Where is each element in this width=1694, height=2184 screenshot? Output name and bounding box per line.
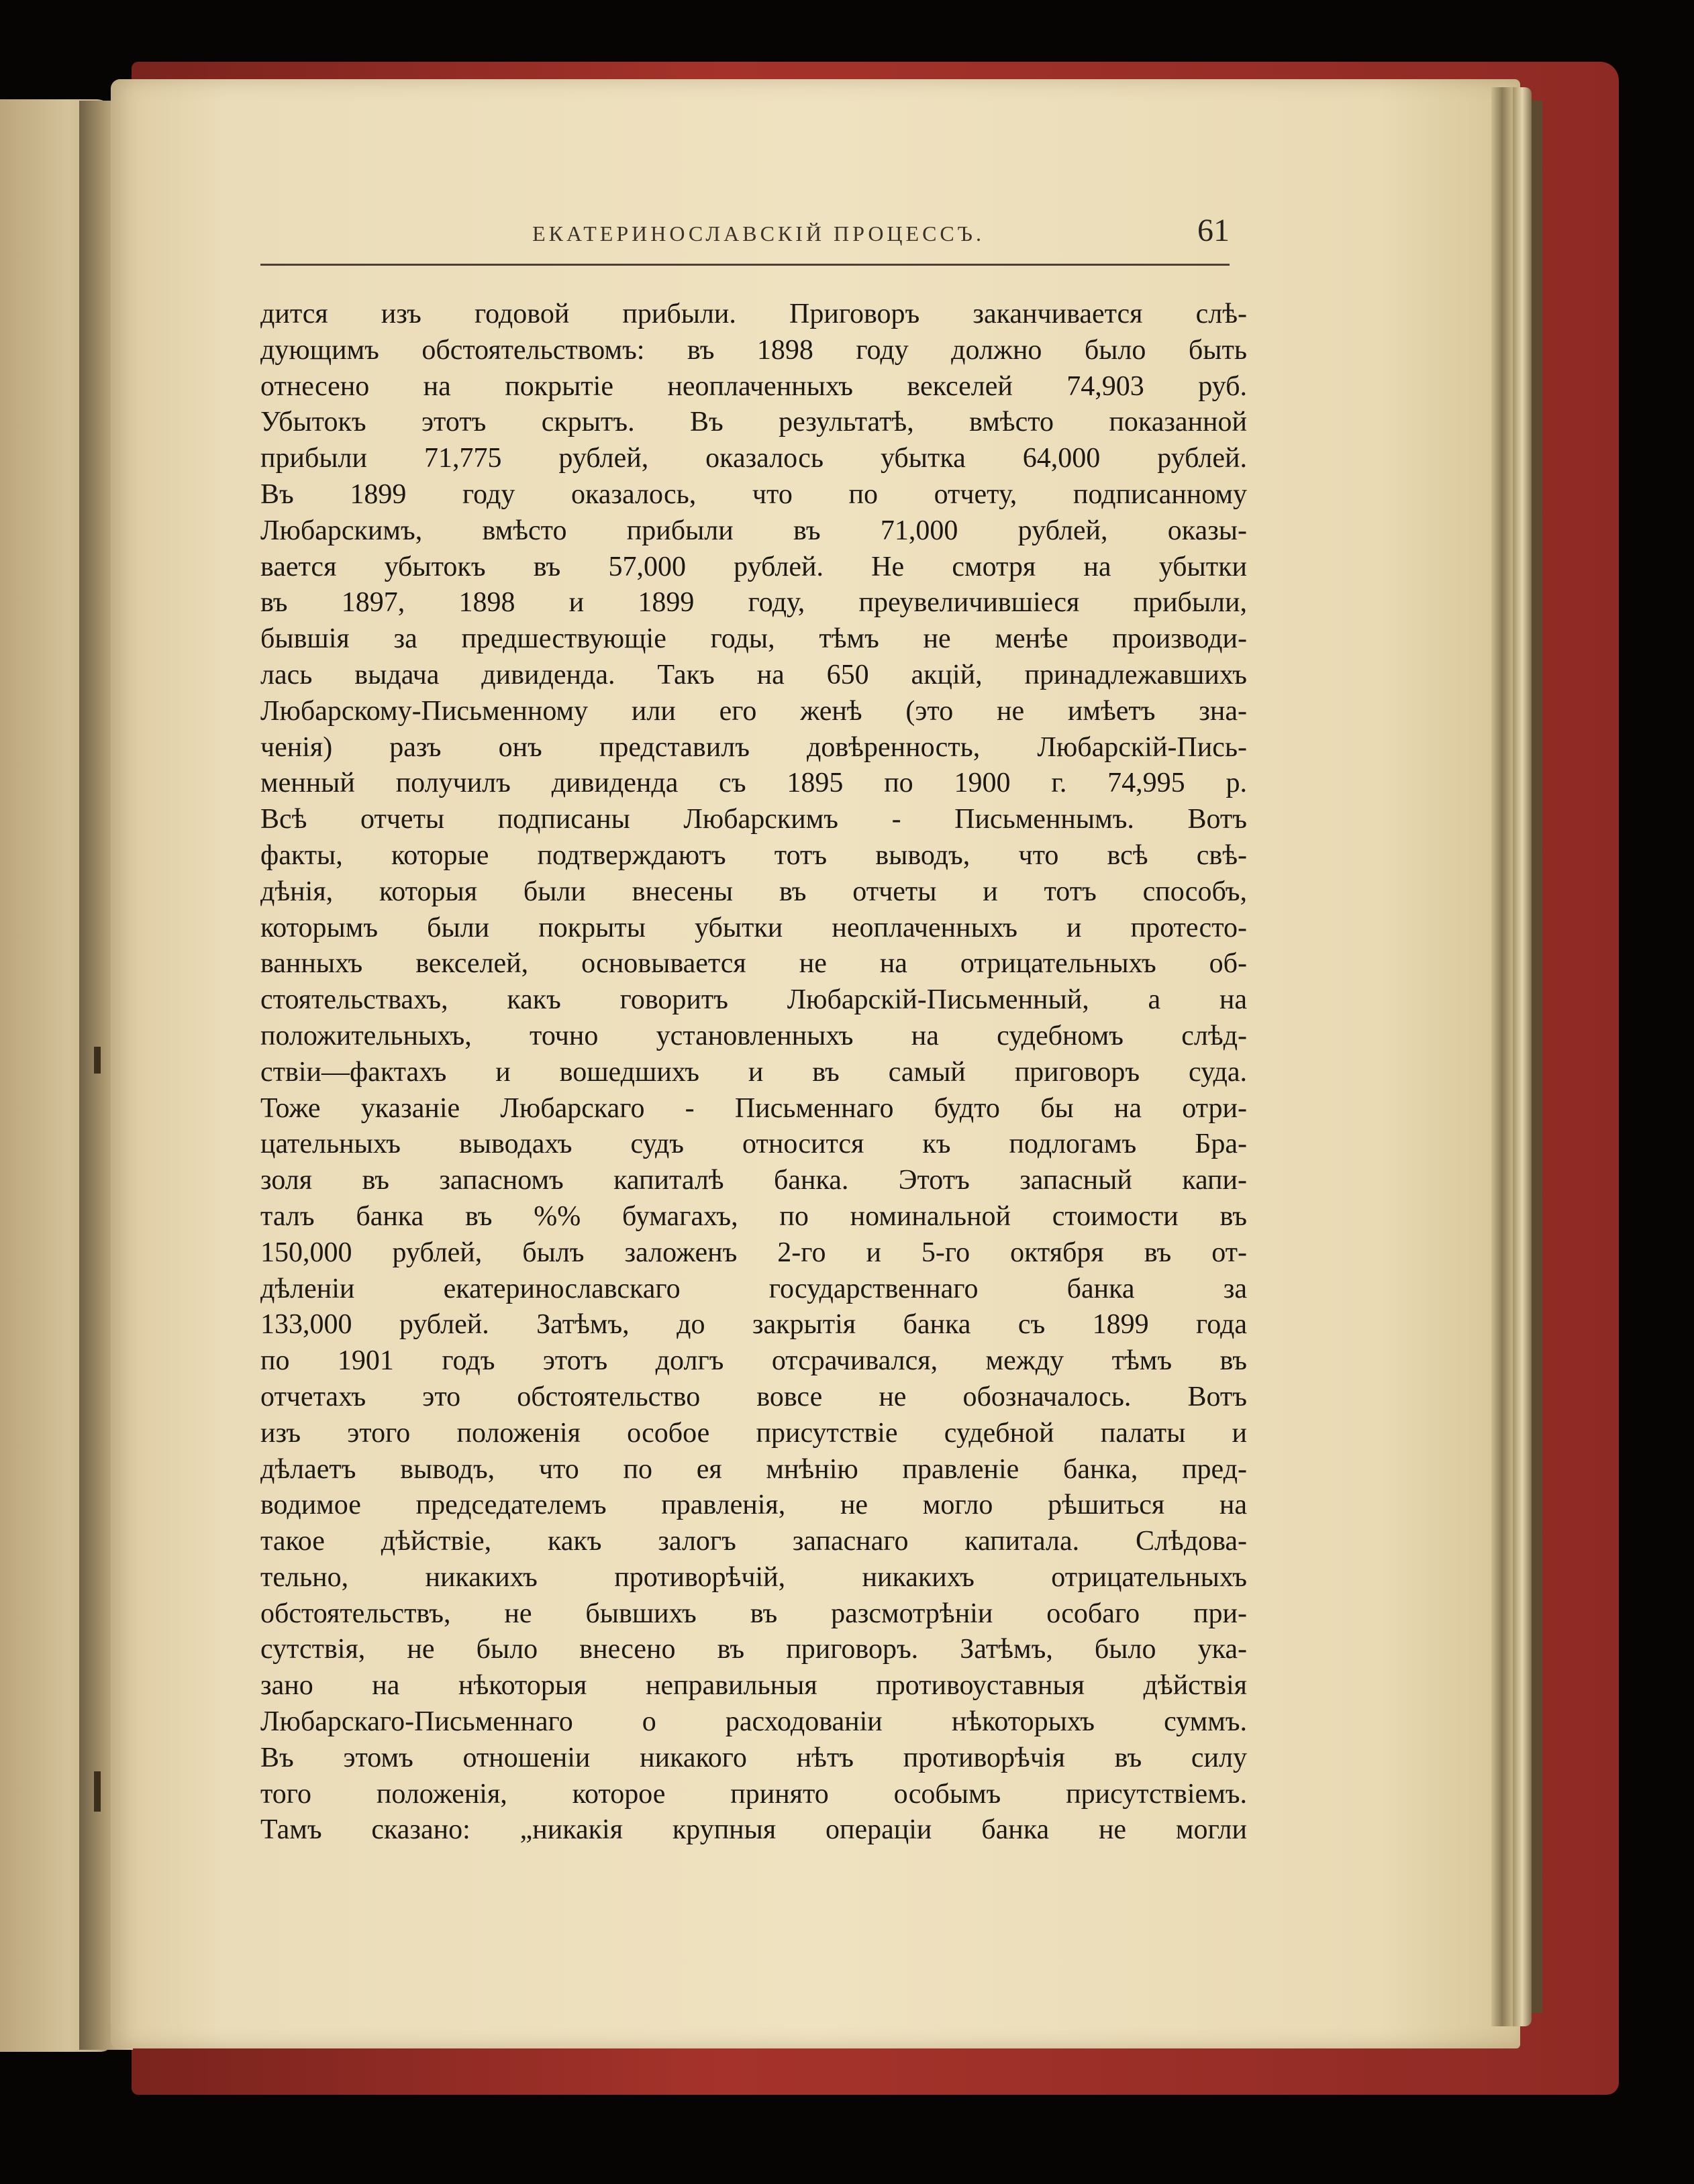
body-text [260, 297, 1247, 1849]
text-line: сутствія, не было внесено въ приговоръ. Затѣмъ, было ука- [260, 1634, 1247, 1665]
text-line: Тамъ сказано: „никакія крупныя операціи банка не могли [260, 1814, 1247, 1846]
text-line: зано на нѣкоторыя неправильныя противоуставныя дѣйствія [260, 1670, 1247, 1702]
text-line: тельно, никакихъ противорѣчій, никакихъ отрицательныхъ [260, 1561, 1247, 1593]
text-line: Тоже указаніе Любарскаго - Письменнаго будто бы на отри- [260, 1092, 1247, 1124]
text-line: цательныхъ выводахъ судъ относится къ подлогамъ Бра- [260, 1129, 1247, 1160]
binding-thread-mark [94, 1047, 101, 1074]
text-line: отчетахъ это обстоятельство вовсе не обозначалось. Вотъ [260, 1381, 1247, 1412]
text-line: вается убытокъ въ 57,000 рублей. Не смотря на убытки [260, 551, 1247, 582]
running-header [255, 213, 1230, 256]
text-line: дѣлаетъ выводъ, что по ея мнѣнію правленіе банка, пред- [260, 1453, 1247, 1485]
text-line: ванныхъ векселей, основывается не на отрицательныхъ об- [260, 948, 1247, 980]
binding-thread-mark [94, 1771, 101, 1812]
text-line: бывшія за предшествующіе годы, тѣмъ не менѣе производи- [260, 623, 1247, 655]
text-line: Въ 1899 году оказалось, что по отчету, подписанному [260, 478, 1247, 510]
page-edges-shadow [1532, 101, 1542, 2013]
header-rule [260, 264, 1230, 266]
text-line: въ 1897, 1898 и 1899 году, преувеличившіеся прибыли, [260, 587, 1247, 619]
text-line: по 1901 годъ этотъ долгъ отсрачивался, между тѣмъ въ [260, 1345, 1247, 1377]
text-line: 133,000 рублей. Затѣмъ, до закрытія банка съ 1899 года [260, 1309, 1247, 1341]
text-line: прибыли 71,775 рублей, оказалось убытка 64,000 рублей. [260, 443, 1247, 474]
text-line: Въ этомъ отношеніи никакого нѣтъ противорѣчія въ силу [260, 1742, 1247, 1773]
text-line: талъ банка въ %% бумагахъ, по номинальной стоимости въ [260, 1200, 1247, 1232]
text-line: того положенія, которое принято особымъ присутствіемъ. [260, 1778, 1247, 1810]
text-line: дѣнія, которыя были внесены въ отчеты и тотъ способъ, [260, 876, 1247, 907]
text-line: стоятельствахъ, какъ говоритъ Любарскій-Письменный, а на [260, 984, 1247, 1016]
text-line: изъ этого положенія особое присутствіе судебной палаты и [260, 1417, 1247, 1449]
text-line: Любарскому-Письменному или его женѣ (это не имѣетъ зна- [260, 695, 1247, 727]
text-line: 150,000 рублей, былъ заложенъ 2-го и 5-го октября въ от- [260, 1237, 1247, 1268]
text-line: такое дѣйствіе, какъ залогъ запаснаго капитала. Слѣдова- [260, 1526, 1247, 1557]
text-line: золя въ запасномъ капиталѣ банка. Этотъ запасный капи- [260, 1165, 1247, 1196]
text-line: положительныхъ, точно установленныхъ на судебномъ слѣд- [260, 1020, 1247, 1051]
text-line: ствіи—фактахъ и вошедшихъ и въ самый приговоръ суда. [260, 1056, 1247, 1088]
text-line: водимое председателемъ правленія, не могло рѣшиться на [260, 1490, 1247, 1521]
text-line: лась выдача дивиденда. Такъ на 650 акцій, принадлежавшихъ [260, 659, 1247, 690]
text-line: ченія) разъ онъ представилъ довѣренность, Любарскій-Пись- [260, 731, 1247, 763]
page-edges-outer [1513, 87, 1532, 2026]
text-line: менный получилъ дивиденда съ 1895 по 1900 г. 74,995 р. [260, 768, 1247, 799]
text-line: дѣленіи екатеринославскаго государственнаго банка за [260, 1273, 1247, 1304]
page-edges [1491, 87, 1513, 2026]
text-line: которымъ были покрыты убытки неоплаченныхъ и протесто- [260, 912, 1247, 943]
text-line: Всѣ отчеты подписаны Любарскимъ - Письменнымъ. Вотъ [260, 804, 1247, 835]
text-line: дующимъ обстоятельствомъ: въ 1898 году должно было быть [260, 334, 1247, 366]
page-number: 61 [1197, 213, 1230, 248]
text-line: факты, которые подтверждаютъ тотъ выводъ, что всѣ свѣ- [260, 839, 1247, 871]
text-line: Любарскимъ, вмѣсто прибыли въ 71,000 рублей, оказы- [260, 515, 1247, 546]
text-line: Любарскаго-Письменнаго о расходованіи нѣкоторыхъ суммъ. [260, 1706, 1247, 1738]
text-line: обстоятельствъ, не бывшихъ въ разсмотрѣніи особаго при- [260, 1598, 1247, 1629]
running-title: ЕКАТЕРИНОСЛАВСКІЙ ПРОЦЕССЪ. [532, 221, 985, 246]
text-line: дится изъ годовой прибыли. Приговоръ заканчивается слѣ- [260, 299, 1247, 329]
text-line: отнесено на покрытіе неоплаченныхъ векселей 74,903 руб. [260, 370, 1247, 402]
text-line: Убытокъ этотъ скрытъ. Въ результатѣ, вмѣсто показанной [260, 407, 1247, 438]
